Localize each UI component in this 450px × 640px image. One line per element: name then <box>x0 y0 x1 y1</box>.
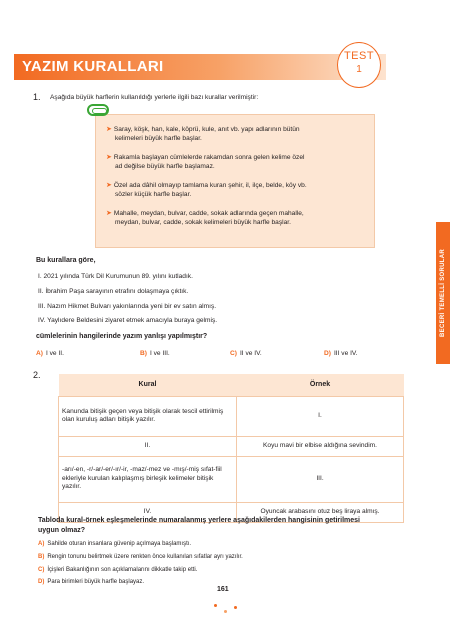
option-text: III ve IV. <box>333 350 358 357</box>
table-row <box>59 436 404 456</box>
table-cell-example: III. <box>237 456 404 502</box>
table-header-row <box>59 374 404 396</box>
question-1-number: 1. <box>33 92 41 102</box>
sentence-2: II. İbrahim Paşa sarayının etrafını dolaşmaya çıktık. <box>38 288 189 295</box>
option-a[interactable] <box>38 540 191 549</box>
table-header-rule: Kural <box>59 374 237 396</box>
option-letter: A) <box>36 350 43 357</box>
option-a[interactable] <box>36 349 64 358</box>
option-b[interactable] <box>38 553 243 562</box>
question-1-stem: Aşağıda büyük harflerin kullanıldığı yerlerle ilgili bazı kurallar verilmiştir: <box>50 94 259 101</box>
option-text: Para birimleri büyük harfle başlayaz. <box>47 579 145 585</box>
table-cell-example: Koyu mavi bir elbise aldığına sevindim. <box>237 436 404 456</box>
option-text: Rengin tonunu belirtmek üzere renkten önce kullanılan sıfatlar ayrı yazılır. <box>47 554 243 560</box>
question-2-prompt-line-1: Tabloda kural-örnek eşleşmelerinde numaralanmış yerlere aşağıdakilerden hangisinin getirilmesi <box>38 517 360 524</box>
option-letter: B) <box>140 350 147 357</box>
rule-1-line-2: kelimeleri büyük harfle başlar. <box>115 135 202 142</box>
rule-4-line-2: meydan, bulvar, cadde, sokak kelimeleri büyük harfle başlar. <box>115 219 291 226</box>
test-badge <box>337 42 381 88</box>
option-d[interactable] <box>38 578 144 587</box>
table-row <box>59 396 404 436</box>
footer-dot <box>214 604 217 607</box>
option-text: Sahilde oturan insanlara güvenip açılmaya başlamıştı. <box>47 541 192 547</box>
option-d[interactable] <box>324 349 358 358</box>
question-2-number: 2. <box>33 370 41 380</box>
rule-3-line-1: Özel ada dâhil olmayıp tamlama kuran şehir, il, ilçe, belde, köy vb. <box>113 182 307 189</box>
rule-example-table <box>58 374 404 523</box>
rule-3-line-2: sözler küçük harfle başlar. <box>115 191 192 198</box>
option-c[interactable] <box>230 349 262 358</box>
option-letter: D) <box>324 350 331 357</box>
sentence-4: IV. Yaylıdere Beldesini ziyaret etmek amacıyla buraya gelmiş. <box>38 317 218 324</box>
question-2-prompt-line-2: uygun olmaz? <box>38 527 86 534</box>
table-cell-example: Oyuncak arabasını otuz beş liraya almış. <box>237 502 404 522</box>
rule-1 <box>106 125 300 143</box>
rule-3 <box>106 181 307 199</box>
table-cell-rule: IV. <box>59 502 237 522</box>
rule-1-line-1: Saray, köşk, han, kale, köprü, kule, anıt vb. yapı adlarının bütün <box>113 126 300 133</box>
option-letter: C) <box>38 567 45 573</box>
arrow-icon: ➤ <box>106 210 112 217</box>
option-text: I ve II. <box>45 350 64 357</box>
arrow-icon: ➤ <box>106 126 112 133</box>
table-row <box>59 456 404 502</box>
rule-4 <box>106 209 304 227</box>
option-b[interactable] <box>140 349 170 358</box>
rule-4-line-1: Mahalle, meydan, bulvar, cadde, sokak adlarında geçen mahalle, <box>113 210 304 217</box>
question-1-lead: Bu kurallara göre, <box>36 257 96 264</box>
rule-2-line-2: ad değilse büyük harfle başlamaz. <box>115 163 215 170</box>
table-cell-rule: Kanunda bitişik geçen veya bitişik olarak tescil ettirilmiş olan kuruluş adları bitişik yazılır. <box>59 396 237 436</box>
table-header-example: Örnek <box>237 374 404 396</box>
option-letter: B) <box>38 554 45 560</box>
page-number: 161 <box>217 586 229 593</box>
header <box>0 54 450 82</box>
option-c[interactable] <box>38 566 197 575</box>
table-cell-example: I. <box>237 396 404 436</box>
option-text: İçişleri Bakanlığının son açıklamalarını dikkatle takip etti. <box>47 567 198 573</box>
rule-2-line-1: Rakamla başlayan cümlelerde rakamdan sonra gelen kelime özel <box>113 154 305 161</box>
option-letter: C) <box>230 350 237 357</box>
page-title: YAZIM KURALLARI <box>22 58 164 75</box>
arrow-icon: ➤ <box>106 182 112 189</box>
test-label: TEST <box>343 50 375 62</box>
option-text: I ve III. <box>149 350 170 357</box>
option-text: II ve IV. <box>239 350 262 357</box>
paperclip-icon <box>87 104 109 116</box>
sentence-1: I. 2021 yılında Türk Dil Kurumunun 89. yılını kutladık. <box>38 273 193 280</box>
table-cell-rule: II. <box>59 436 237 456</box>
table-cell-rule: -arı/-en, -r/-ar/-er/-ır/-ir, -maz/-mez ve -mış/-miş sıfat-fiil ekleriyle kurulan kalıplaşmış birleşik kelimeler bitişik yazılır. <box>59 456 237 502</box>
option-letter: A) <box>38 541 45 547</box>
arrow-icon: ➤ <box>106 154 112 161</box>
option-letter: D) <box>38 579 45 585</box>
sentence-3: III. Nazım Hikmet Bulvarı yakınlarında yeni bir ev satın almış. <box>38 303 217 310</box>
side-tab-label: BECERİ TEMELLİ SORULAR <box>440 249 446 337</box>
test-number: 1 <box>356 64 362 75</box>
question-1-prompt: cümlelerinin hangilerinde yazım yanlışı yapılmıştır? <box>36 333 208 340</box>
footer-dot <box>234 606 237 609</box>
rule-2 <box>106 153 304 171</box>
footer-dot <box>224 610 227 613</box>
